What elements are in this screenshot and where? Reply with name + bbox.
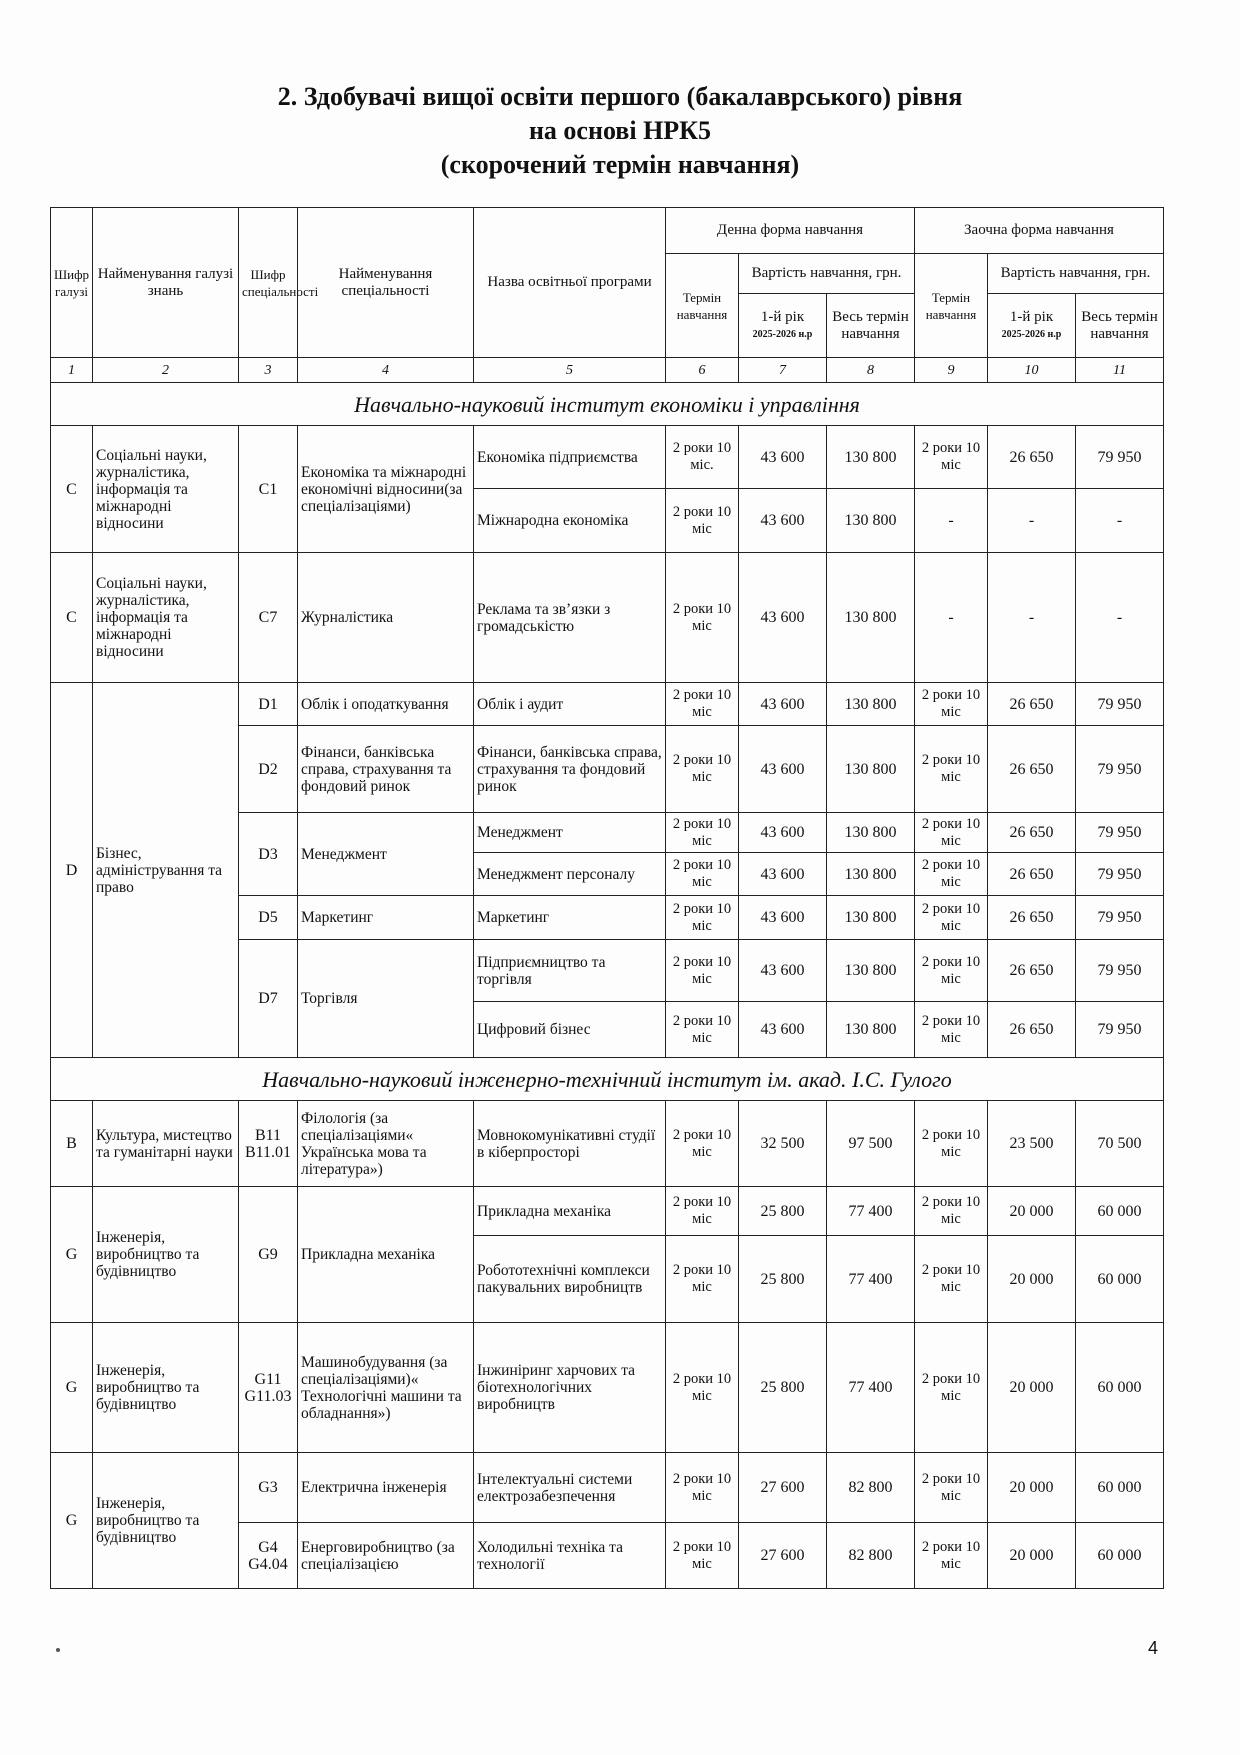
day-term: 2 роки 10 міс xyxy=(666,726,739,813)
day-full-cost: 77 400 xyxy=(827,1323,915,1453)
table-row xyxy=(51,553,1164,683)
program-name: Міжнародна економіка xyxy=(474,489,666,553)
spec-name: Маркетинг xyxy=(298,896,474,940)
ext-term: 2 роки 10 міс xyxy=(915,1523,988,1589)
ext-first-year-cost: 26 650 xyxy=(988,853,1076,896)
branch-code: G xyxy=(51,1453,93,1589)
ext-first-year-cost: 26 650 xyxy=(988,896,1076,940)
branch-name: Соціальні науки, журналістика, інформація та міжнародні відносини xyxy=(93,426,239,553)
ext-full-cost: 79 950 xyxy=(1076,853,1164,896)
spec-name: Облік і оподаткування xyxy=(298,683,474,726)
spec-code: G9 xyxy=(239,1187,298,1323)
ext-first-year-cost: 26 650 xyxy=(988,726,1076,813)
program-name: Менеджмент персоналу xyxy=(474,853,666,896)
branch-name: Інженерія, виробництво та будівництво xyxy=(93,1187,239,1323)
spec-name: Машинобудування (за спеціалізаціями)« Технологічні машини та обладнання») xyxy=(298,1323,474,1453)
day-term: 2 роки 10 міс xyxy=(666,1002,739,1058)
branch-code: G xyxy=(51,1323,93,1453)
spec-name: Енерговиробництво (за спеціалізацією xyxy=(298,1523,474,1589)
day-full-cost: 130 800 xyxy=(827,1002,915,1058)
spec-code: G11 G11.03 xyxy=(239,1323,298,1453)
spec-name: Торгівля xyxy=(298,940,474,1058)
spec-code: C7 xyxy=(239,553,298,683)
day-term: 2 роки 10 міс xyxy=(666,1323,739,1453)
day-term: 2 роки 10 міс xyxy=(666,1187,739,1236)
branch-name: Соціальні науки, журналістика, інформація та міжнародні відносини xyxy=(93,553,239,683)
title-line-3: (скорочений термін навчання) xyxy=(440,150,800,179)
col-num: 4 xyxy=(298,358,474,383)
table-row xyxy=(51,1453,1164,1523)
day-full-cost: 82 800 xyxy=(827,1453,915,1523)
spec-code: G3 xyxy=(239,1453,298,1523)
ext-term: 2 роки 10 міс xyxy=(915,426,988,489)
program-name: Цифровий бізнес xyxy=(474,1002,666,1058)
day-full-cost: 130 800 xyxy=(827,426,915,489)
ext-term: 2 роки 10 міс xyxy=(915,896,988,940)
program-name: Маркетинг xyxy=(474,896,666,940)
ext-term: - xyxy=(915,489,988,553)
day-first-year-cost: 25 800 xyxy=(739,1323,827,1453)
ext-full-cost: 60 000 xyxy=(1076,1323,1164,1453)
ext-first-year-cost: 20 000 xyxy=(988,1523,1076,1589)
day-term: 2 роки 10 міс. xyxy=(666,426,739,489)
header-ext-first-year xyxy=(988,294,1076,358)
header-ext-full-term: Весь термін навчання xyxy=(1076,294,1164,358)
branch-name: Інженерія, виробництво та будівництво xyxy=(93,1453,239,1589)
title-line-1: 2. Здобувачі вищої освіти першого (бакалаврського) рівня xyxy=(277,82,963,111)
day-term: 2 роки 10 міс xyxy=(666,853,739,896)
program-name: Фінанси, банківська справа, страхування та фондовий ринок xyxy=(474,726,666,813)
ext-term: 2 роки 10 міс xyxy=(915,1101,988,1187)
header-day-cost: Вартість навчання, грн. xyxy=(739,254,915,294)
day-term: 2 роки 10 міс xyxy=(666,489,739,553)
header-extramural-form: Заочна форма навчання xyxy=(915,208,1164,254)
first-year-period: 2025-2026 н.р xyxy=(1001,328,1062,340)
ext-first-year-cost: 20 000 xyxy=(988,1236,1076,1323)
program-name: Робототехнічні комплекси пакувальних виробництв xyxy=(474,1236,666,1323)
day-first-year-cost: 43 600 xyxy=(739,940,827,1002)
day-first-year-cost: 43 600 xyxy=(739,1002,827,1058)
program-name: Мовнокомунікативні студії в кіберпросторі xyxy=(474,1101,666,1187)
ext-first-year-cost: - xyxy=(988,553,1076,683)
ext-first-year-cost: 23 500 xyxy=(988,1101,1076,1187)
day-full-cost: 130 800 xyxy=(827,813,915,853)
day-full-cost: 77 400 xyxy=(827,1187,915,1236)
program-name: Економіка підприємства xyxy=(474,426,666,489)
header-branch-code: Шифр галузі xyxy=(51,208,93,358)
program-name: Прикладна механіка xyxy=(474,1187,666,1236)
ext-full-cost: 79 950 xyxy=(1076,726,1164,813)
spec-code: D2 xyxy=(239,726,298,813)
day-first-year-cost: 25 800 xyxy=(739,1236,827,1323)
ext-term: 2 роки 10 міс xyxy=(915,1187,988,1236)
day-term: 2 роки 10 міс xyxy=(666,940,739,1002)
header-day-full-term: Весь термін навчання xyxy=(827,294,915,358)
day-term: 2 роки 10 міс xyxy=(666,1453,739,1523)
table-row xyxy=(51,1323,1164,1453)
ext-full-cost: 79 950 xyxy=(1076,1002,1164,1058)
day-full-cost: 130 800 xyxy=(827,940,915,1002)
col-num: 6 xyxy=(666,358,739,383)
program-name: Холодильні техніка та технології xyxy=(474,1523,666,1589)
section-header-engineering: Навчально-науковий інженерно-технічний інститут ім. акад. І.С. Гулого xyxy=(51,1058,1164,1101)
ext-term: 2 роки 10 міс xyxy=(915,1002,988,1058)
day-term: 2 роки 10 міс xyxy=(666,683,739,726)
day-term: 2 роки 10 міс xyxy=(666,896,739,940)
header-day-form: Денна форма навчання xyxy=(666,208,915,254)
header-program: Назва освітньої програми xyxy=(474,208,666,358)
ext-term: 2 роки 10 міс xyxy=(915,813,988,853)
ext-first-year-cost: 26 650 xyxy=(988,683,1076,726)
first-year-period: 2025-2026 н.р xyxy=(752,328,813,340)
day-full-cost: 77 400 xyxy=(827,1236,915,1323)
ext-term: 2 роки 10 міс xyxy=(915,683,988,726)
ext-term: 2 роки 10 міс xyxy=(915,1236,988,1323)
spec-code: D1 xyxy=(239,683,298,726)
col-num: 9 xyxy=(915,358,988,383)
spec-name: Економіка та міжнародні економічні відносини(за спеціалізаціями) xyxy=(298,426,474,553)
ext-first-year-cost: 26 650 xyxy=(988,813,1076,853)
first-year-label: 1-й рік xyxy=(760,308,805,325)
branch-code: C xyxy=(51,426,93,553)
spec-name: Фінанси, банківська справа, страхування та фондовий ринок xyxy=(298,726,474,813)
col-num: 11 xyxy=(1076,358,1164,383)
spec-name: Менеджмент xyxy=(298,813,474,896)
day-first-year-cost: 43 600 xyxy=(739,853,827,896)
ext-full-cost: 79 950 xyxy=(1076,940,1164,1002)
column-numbers-row xyxy=(51,358,1164,383)
day-first-year-cost: 27 600 xyxy=(739,1523,827,1589)
day-first-year-cost: 43 600 xyxy=(739,896,827,940)
ext-full-cost: - xyxy=(1076,553,1164,683)
day-full-cost: 130 800 xyxy=(827,683,915,726)
ext-term: 2 роки 10 міс xyxy=(915,940,988,1002)
header-day-term: Термін навчання xyxy=(666,254,739,358)
col-num: 2 xyxy=(93,358,239,383)
table-row xyxy=(51,683,1164,726)
ext-full-cost: 79 950 xyxy=(1076,683,1164,726)
spec-code: D3 xyxy=(239,813,298,896)
ext-first-year-cost: 20 000 xyxy=(988,1187,1076,1236)
table-row xyxy=(51,1101,1164,1187)
ext-first-year-cost: 26 650 xyxy=(988,940,1076,1002)
day-first-year-cost: 43 600 xyxy=(739,813,827,853)
program-name: Менеджмент xyxy=(474,813,666,853)
page-title xyxy=(0,80,1240,182)
spec-code: B11 B11.01 xyxy=(239,1101,298,1187)
col-num: 3 xyxy=(239,358,298,383)
program-name: Інтелектуальні системи електрозабезпечення xyxy=(474,1453,666,1523)
day-full-cost: 130 800 xyxy=(827,489,915,553)
day-first-year-cost: 32 500 xyxy=(739,1101,827,1187)
header-spec-code: Шифр спеціальності xyxy=(239,208,298,358)
tuition-table xyxy=(50,207,1164,1589)
ext-full-cost: 70 500 xyxy=(1076,1101,1164,1187)
day-term: 2 роки 10 міс xyxy=(666,813,739,853)
ext-full-cost: 60 000 xyxy=(1076,1236,1164,1323)
ext-term: - xyxy=(915,553,988,683)
first-year-label: 1-й рік xyxy=(1009,308,1054,325)
spec-name: Прикладна механіка xyxy=(298,1187,474,1323)
program-name: Облік і аудит xyxy=(474,683,666,726)
header-branch-name: Найменування галузі знань xyxy=(93,208,239,358)
day-full-cost: 130 800 xyxy=(827,553,915,683)
spec-code: D7 xyxy=(239,940,298,1058)
table-row xyxy=(51,426,1164,489)
col-num: 1 xyxy=(51,358,93,383)
day-full-cost: 130 800 xyxy=(827,896,915,940)
col-num: 8 xyxy=(827,358,915,383)
ext-full-cost: 79 950 xyxy=(1076,896,1164,940)
branch-code: C xyxy=(51,553,93,683)
day-term: 2 роки 10 міс xyxy=(666,1236,739,1323)
branch-name: Бізнес, адміністрування та право xyxy=(93,683,239,1058)
day-first-year-cost: 25 800 xyxy=(739,1187,827,1236)
ext-full-cost: 60 000 xyxy=(1076,1187,1164,1236)
col-num: 10 xyxy=(988,358,1076,383)
day-full-cost: 130 800 xyxy=(827,853,915,896)
branch-code: G xyxy=(51,1187,93,1323)
program-name: Реклама та зв’язки з громадськістю xyxy=(474,553,666,683)
branch-name: Інженерія, виробництво та будівництво xyxy=(93,1323,239,1453)
day-term: 2 роки 10 міс xyxy=(666,553,739,683)
ext-first-year-cost: 20 000 xyxy=(988,1323,1076,1453)
day-term: 2 роки 10 міс xyxy=(666,1523,739,1589)
day-first-year-cost: 43 600 xyxy=(739,489,827,553)
ext-first-year-cost: 26 650 xyxy=(988,1002,1076,1058)
ext-term: 2 роки 10 міс xyxy=(915,853,988,896)
day-first-year-cost: 43 600 xyxy=(739,553,827,683)
spec-code: C1 xyxy=(239,426,298,553)
header-spec-name: Найменування спеціальності xyxy=(298,208,474,358)
program-name: Інжиніринг харчових та біотехнологічних виробництв xyxy=(474,1323,666,1453)
day-full-cost: 130 800 xyxy=(827,726,915,813)
title-line-2: на основі НРК5 xyxy=(528,116,712,145)
ext-full-cost: 79 950 xyxy=(1076,813,1164,853)
ext-full-cost: 60 000 xyxy=(1076,1453,1164,1523)
spec-name: Електрична інженерія xyxy=(298,1453,474,1523)
branch-code: B xyxy=(51,1101,93,1187)
ext-term: 2 роки 10 міс xyxy=(915,1323,988,1453)
scan-mark xyxy=(56,1648,60,1652)
day-first-year-cost: 43 600 xyxy=(739,683,827,726)
col-num: 7 xyxy=(739,358,827,383)
ext-first-year-cost: - xyxy=(988,489,1076,553)
day-first-year-cost: 43 600 xyxy=(739,426,827,489)
ext-full-cost: - xyxy=(1076,489,1164,553)
col-num: 5 xyxy=(474,358,666,383)
header-ext-term: Термін навчання xyxy=(915,254,988,358)
table-row xyxy=(51,1187,1164,1236)
header-day-first-year xyxy=(739,294,827,358)
day-term: 2 роки 10 міс xyxy=(666,1101,739,1187)
spec-name: Філологія (за спеціалізаціями« Українська мова та література») xyxy=(298,1101,474,1187)
ext-first-year-cost: 20 000 xyxy=(988,1453,1076,1523)
spec-name: Журналістика xyxy=(298,553,474,683)
branch-code: D xyxy=(51,683,93,1058)
header-ext-cost: Вартість навчання, грн. xyxy=(988,254,1164,294)
ext-term: 2 роки 10 міс xyxy=(915,1453,988,1523)
section-header-economics: Навчально-науковий інститут економіки і управління xyxy=(51,383,1164,426)
day-full-cost: 97 500 xyxy=(827,1101,915,1187)
day-first-year-cost: 27 600 xyxy=(739,1453,827,1523)
spec-code: G4 G4.04 xyxy=(239,1523,298,1589)
day-first-year-cost: 43 600 xyxy=(739,726,827,813)
ext-full-cost: 60 000 xyxy=(1076,1523,1164,1589)
day-full-cost: 82 800 xyxy=(827,1523,915,1589)
page-number: 4 xyxy=(1148,1638,1159,1658)
ext-full-cost: 79 950 xyxy=(1076,426,1164,489)
program-name: Підприємництво та торгівля xyxy=(474,940,666,1002)
spec-code: D5 xyxy=(239,896,298,940)
ext-term: 2 роки 10 міс xyxy=(915,726,988,813)
ext-first-year-cost: 26 650 xyxy=(988,426,1076,489)
branch-name: Культура, мистецтво та гуманітарні науки xyxy=(93,1101,239,1187)
